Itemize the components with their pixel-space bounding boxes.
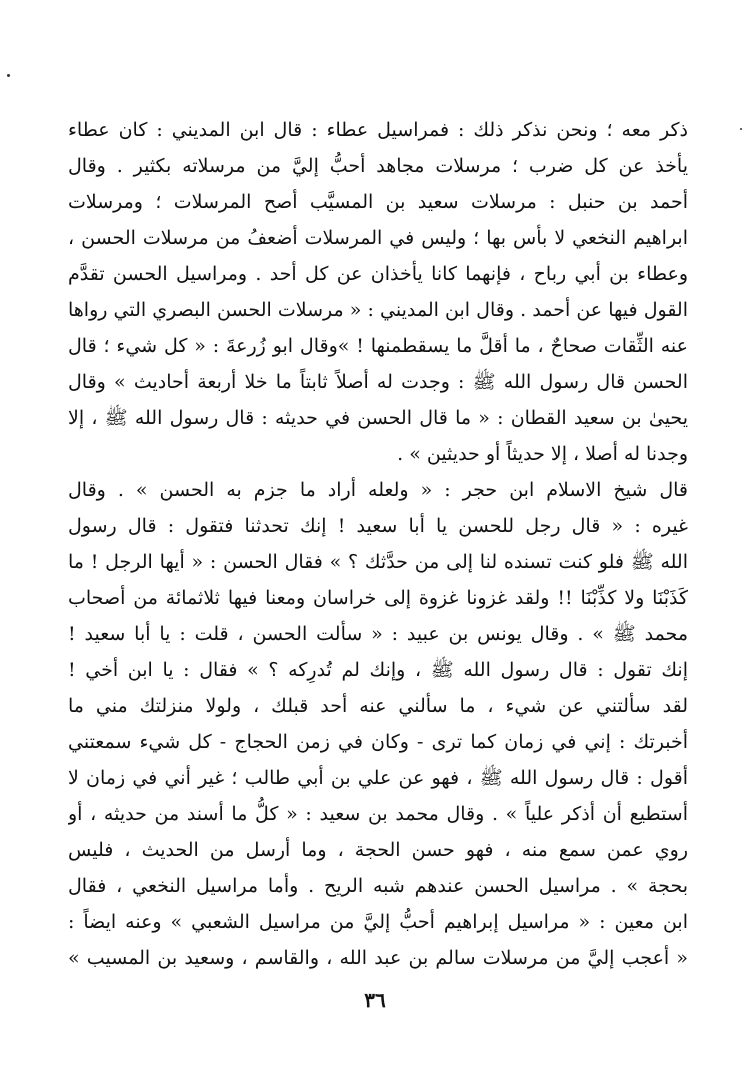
text-line: عنه الثِّقات صحاحٌ ، ما أقلَّ ما يسقطمنها ! »وقال ابو زُرعةَ : « كل شيء ؛ قال [68,335,688,357]
text-line: الله ﷺ فلو كنت تسنده لنا إلى من حدَّثك ؟ » فقال الحسن : « أيها الرجل ! ما [68,551,688,573]
text-line: كَذَبْنَا ولا كذِّبْنَا !! ولقد غزونا غزوة إلى خراسان ومعنا فيها ثلاثمائة من أصحاب [68,587,688,609]
scan-speck [740,128,742,130]
text-line: الحسن قال رسول الله ﷺ : وجدت له أصلاً ثابتاً ما خلا أربعة أحاديث » وقال [68,371,688,393]
text-line: روي عمن سمع منه ، فهو حسن الحجة ، وما أرسل من الحديث ، فليس [68,839,688,861]
scan-speck [7,74,10,77]
paragraph-2 [68,472,688,976]
text-line: القول فيها عن أحمد . وقال ابن المديني : « مرسلات الحسن البصري التي رواها [68,299,688,321]
text-line: قال شيخ الاسلام ابن حجر : « ولعله أراد ما جزم به الحسن » . وقال [68,479,688,501]
page-number: ٣٦ [364,988,386,1012]
text-line: أحمد بن حنبل : مرسلات سعيد بن المسيَّب أصح المرسلات ؛ ومرسلات [68,191,688,213]
text-line: أستطيع أن أذكر علياً » . وقال محمد بن سعيد : « كلُّ ما أسند من حديثه ، أو [68,803,688,825]
text-line: وجدنا له أصلا ، إلا حديثاً أو حديثين » . [397,443,688,465]
text-line: « أعجب إليَّ من مرسلات سالم بن عبد الله ، والقاسم ، وسعيد بن المسيب » [68,947,688,969]
text-line: إنك تقول : قال رسول الله ﷺ ، وإنك لم تُدرِكه ؟ » فقال : يا ابن أخي ! [68,659,688,681]
paragraph-1 [68,112,688,472]
text-line: يحيىٰ بن سعيد القطان : « ما قال الحسن في حديثه : قال رسول الله ﷺ ، إلا [68,407,688,429]
text-line: غيره : « قال رجل للحسن يا أبا سعيد ! إنك تحدثنا فتقول : قال رسول [68,515,688,537]
text-line: ابراهيم النخعي لا بأس بها ؛ وليس في المرسلات أضعفُ من مرسلات الحسن ، [68,227,688,249]
text-line: ذكر معه ؛ ونحن نذكر ذلك : فمراسيل عطاء : قال ابن المديني : كان عطاء [68,119,688,141]
text-line: أخبرتك : إني في زمان كما ترى - وكان في زمن الحجاج - كل شيء سمعتني [68,731,688,753]
text-line: بحجة » . مراسيل الحسن عندهم شبه الريح . وأما مراسيل النخعي ، فقال [68,875,688,897]
text-line: ابن معين : « مراسيل إبراهيم أحبُّ إليَّ من مراسيل الشعبي » وعنه ايضاً : [68,911,688,933]
text-line: لقد سألتني عن شيء ، ما سألني عنه أحد قبلك ، ولولا منزلتك مني ما [68,695,688,717]
text-line: وعطاء بن أبي رباح ، فإنهما كانا يأخذان عن كل أحد . ومراسيل الحسن تقدَّم [68,263,688,285]
text-line: أقول : قال رسول الله ﷺ ، فهو عن علي بن أبي طالب ؛ غير أني في زمان لا [68,767,688,789]
text-line: محمد ﷺ » . وقال يونس بن عبيد : « سألت الحسن ، قلت : يا أبا سعيد ! [68,623,688,645]
text-line: يأخذ عن كل ضرب ؛ مرسلات مجاهد أحبُّ إليَّ من مرسلاته بكثير . وقال [68,155,688,177]
